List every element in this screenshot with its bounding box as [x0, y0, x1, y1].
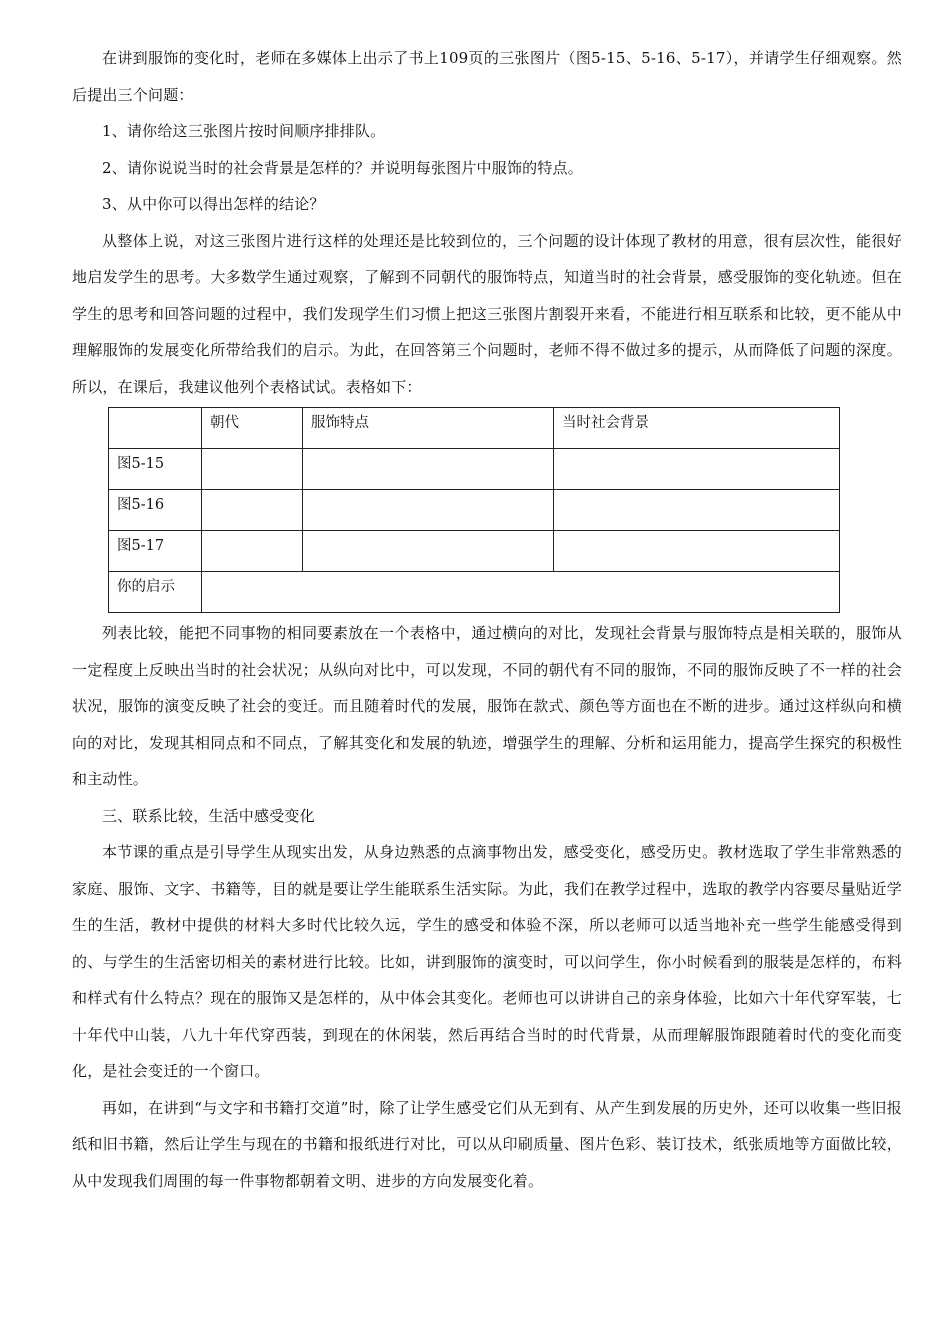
table-footer-cell — [202, 572, 840, 613]
table-footer-label: 你的启示 — [109, 572, 202, 613]
intro-paragraph: 在讲到服饰的变化时，老师在多媒体上出示了书上109页的三张图片（图5-15、5-16、5-17），并请学生仔细观察。然后提出三个问题： — [72, 49, 902, 104]
table-cell — [554, 490, 840, 531]
table-cell — [202, 490, 303, 531]
table-cell — [303, 531, 554, 572]
document-page — [72, 40, 902, 1199]
comparison-paragraph: 列表比较，能把不同事物的相同要素放在一个表格中，通过横向的对比，发现社会背景与服饰特点是相关联的，服饰从一定程度上反映出当时的社会状况；从纵向对比中，可以发现，不同的朝代有不同的服饰，不同的服饰反映了不一样的社会状况，服饰的演变反映了社会的变迁。而且随着时代的发展，服饰在款式、颜色等方面也在不断的进步。通过这样纵向和横向的对比，发现其相同点和不同点，了解其变化和发展的轨迹，增强学生的理解、分析和运用能力，提高学生探究的积极性和主动性。 — [72, 624, 902, 788]
question-1: 1、请你给这三张图片按时间顺序排排队。 — [102, 122, 386, 140]
table-row — [109, 449, 840, 490]
table-cell — [554, 449, 840, 490]
table-row-label: 图5-17 — [109, 531, 202, 572]
closing-paragraph: 再如，在讲到“与文字和书籍打交道”时，除了让学生感受它们从无到有、从产生到发展的历史外，还可以收集一些旧报纸和旧书籍，然后让学生与现在的书籍和报纸进行对比，可以从印刷质量、图片色彩、装订技术，纸张质地等方面做比较，从中发现我们周围的每一件事物都朝着文明、进步的方向发展变化着。 — [72, 1098, 902, 1190]
table-cell — [554, 531, 840, 572]
table-header-features: 服饰特点 — [303, 408, 554, 449]
table-row-label: 图5-16 — [109, 490, 202, 531]
section-paragraph: 本节课的重点是引导学生从现实出发，从身边熟悉的点滴事物出发，感受变化，感受历史。教材选取了学生非常熟悉的家庭、服饰、文字、书籍等，目的就是要让学生能联系生活实际。为此，我们在教学过程中，选取的教学内容要尽量贴近学生的生活，教材中提供的材料大多时代比较久远，学生的感受和体验不深，所以老师可以适当地补充一些学生能感受得到的、与学生的生活密切相关的素材进行比较。比如，讲到服饰的演变时，可以问学生，你小时候看到的服装是怎样的，布料和样式有什么特点？现在的服饰又是怎样的，从中体会其变化。老师也可以讲讲自己的亲身体验，比如六十年代穿军装，七十年代中山装，八九十年代穿西装，到现在的休闲装，然后再结合当时的时代背景，从而理解服饰跟随着时代的变化而变化，是社会变迁的一个窗口。 — [72, 843, 902, 1080]
question-2: 2、请你说说当时的社会背景是怎样的？并说明每张图片中服饰的特点。 — [102, 158, 583, 177]
comparison-table-wrapper — [108, 407, 902, 613]
analysis-paragraph: 从整体上说，对这三张图片进行这样的处理还是比较到位的，三个问题的设计体现了教材的用意，很有层次性，能很好地启发学生的思考。大多数学生通过观察，了解到不同朝代的服饰特点，知道当时的社会背景，感受服饰的变化轨迹。但在学生的思考和回答问题的过程中，我们发现学生们习惯上把这三张图片割裂开来看，不能进行相互联系和比较，更不能从中理解服饰的发展变化所带给我们的启示。为此，在回答第三个问题时，老师不得不做过多的提示，从而降低了问题的深度。所以，在课后，我建议他列个表格试试。表格如下： — [72, 231, 902, 396]
table-footer-row — [109, 572, 840, 613]
section-heading: 三、联系比较，生活中感受变化 — [102, 806, 315, 825]
comparison-table — [108, 407, 840, 613]
table-row-label: 图5-15 — [109, 449, 202, 490]
table-cell — [202, 531, 303, 572]
table-header-cell — [109, 408, 202, 449]
table-cell — [202, 449, 303, 490]
table-header-row — [109, 408, 840, 449]
table-row — [109, 490, 840, 531]
table-cell — [303, 449, 554, 490]
table-row — [109, 531, 840, 572]
table-header-background: 当时社会背景 — [554, 408, 840, 449]
table-cell — [303, 490, 554, 531]
question-3: 3、从中你可以得出怎样的结论？ — [102, 195, 325, 213]
table-header-dynasty: 朝代 — [202, 408, 303, 449]
